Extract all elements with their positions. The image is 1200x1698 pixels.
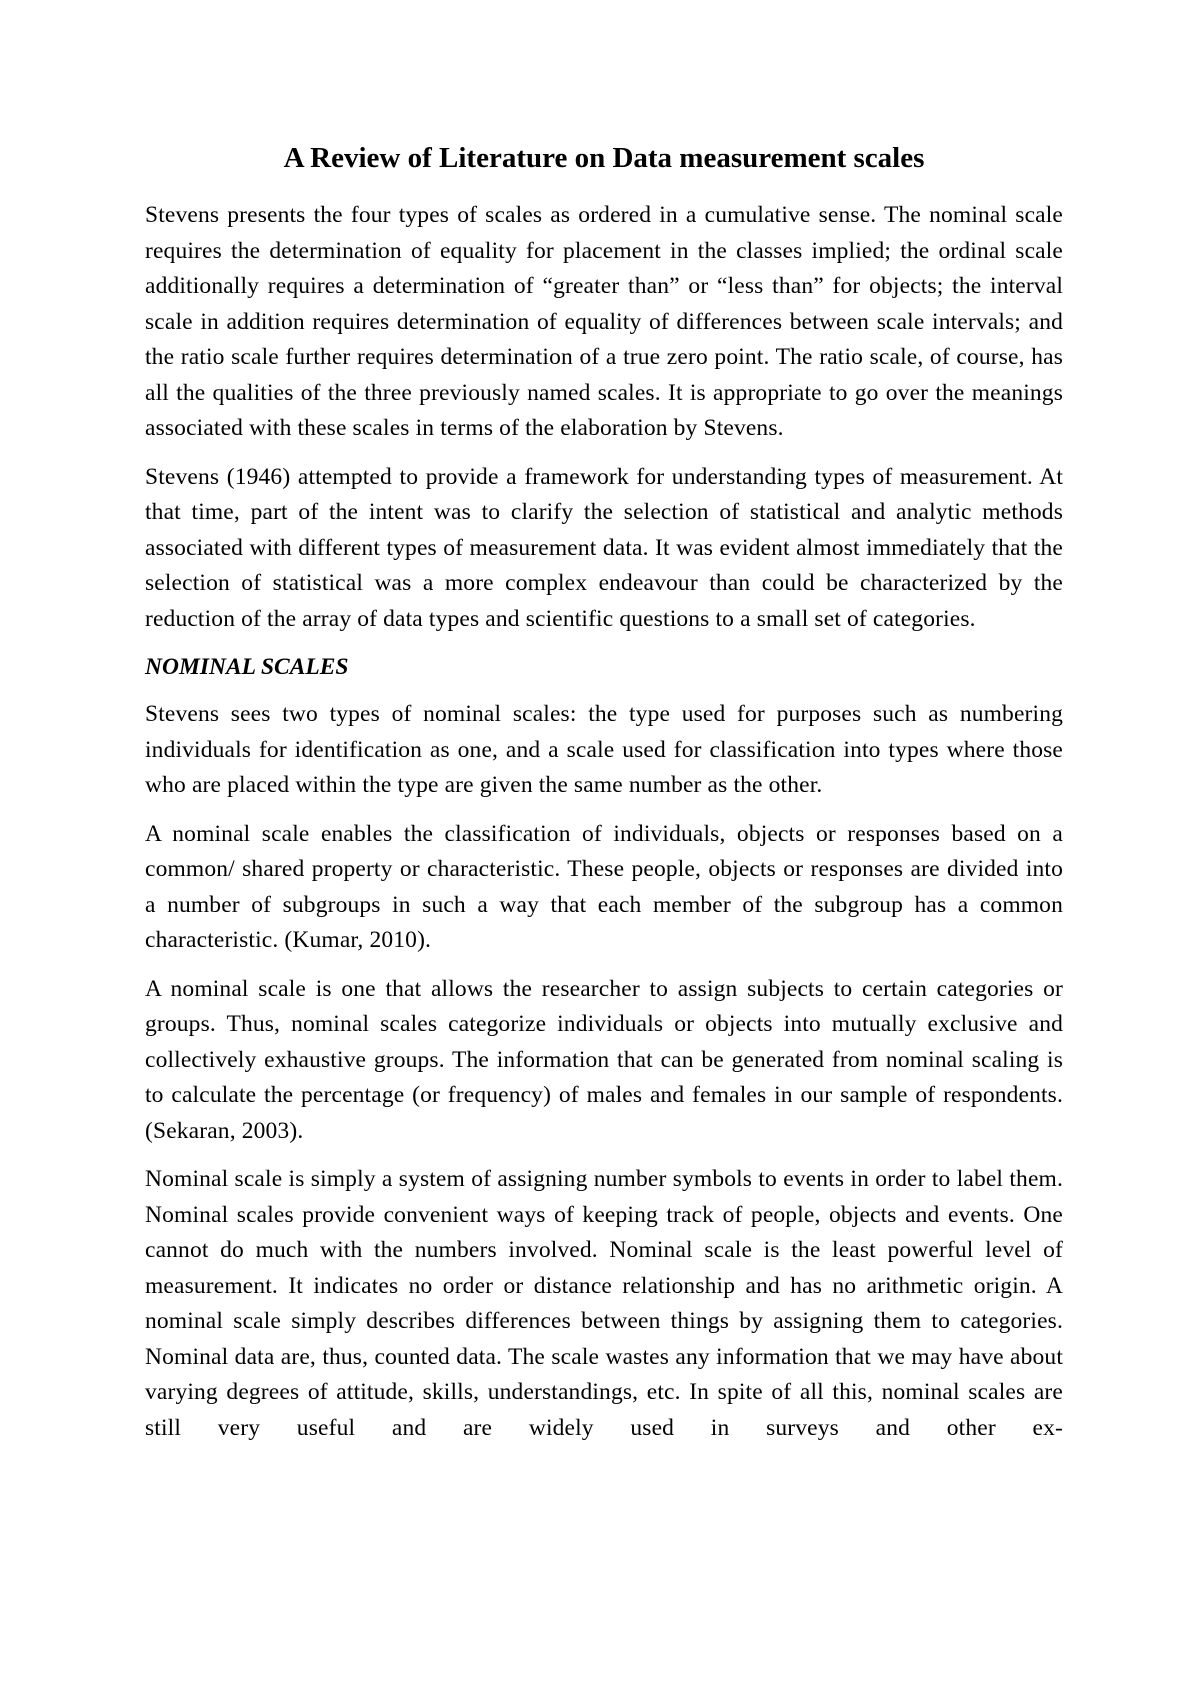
nominal-paragraph-3: A nominal scale is one that allows the researcher to assign subjects to certain categories or groups. Thus, nominal scales categorize individuals or objects into mutually exclusive and collectively exhaustive groups. The information that can be generated from nominal scaling is to calculate the percentage (or frequency) of males and females in our sample of respondents. (Sekaran, 2003). [145,975,1063,1144]
intro-paragraph-2: Stevens (1946) attempted to provide a framework for understanding types of measurement. At that time, part of the intent was to clarify the selection of statistical and analytic methods associated with different types of measurement data. It was evident almost immediately that the selection of statistical was a more complex endeavour than could be characterized by the reduction of the array of data types and scientific questions to a small set of categories. [145,463,1063,632]
page-title: A Review of Literature on Data measurement scales [283,142,925,174]
nominal-paragraph-1: Stevens sees two types of nominal scales: the type used for purposes such as numbering individuals for identification as one, and a scale used for classification into types where those who are placed within the type are given the same number as the other. [145,701,1063,798]
nominal-paragraph-2: A nominal scale enables the classification of individuals, objects or responses based on a common/ shared property or characteristic. These people, objects or responses are divided into a number of subgroups in such a way that each member of the subgroup has a common characteristic. (Kumar, 2010). [145,820,1063,953]
section-heading-nominal-scales: NOMINAL SCALES [145,654,349,680]
intro-paragraph-1: Stevens presents the four types of scales as ordered in a cumulative sense. The nominal scale requires the determination of equality for placement in the classes implied; the ordinal scale additionally requires a determination of “greater than” or “less than” for objects; the interval scale in addition requires determination of equality of differences between scale intervals; and the ratio scale further requires determination of a true zero point. The ratio scale, of course, has all the qualities of the three previously named scales. It is appropriate to go over the meanings associated with these scales in terms of the elaboration by Stevens. [145,202,1063,441]
page-content [145,140,1063,1446]
nominal-paragraph-4: Nominal scale is simply a system of assigning number symbols to events in order to label them. Nominal scales provide convenient ways of keeping track of people, objects and events. One cannot do much with the numbers involved. Nominal scale is the least powerful level of measurement. It indicates no order or distance relationship and has no arithmetic origin. A nominal scale simply describes differences between things by assigning them to categories. Nominal data are, thus, counted data. The scale wastes any information that we may have about varying degrees of attitude, skills, understandings, etc. In spite of all this, nominal scales are still very useful and are widely used in surveys and other ex- [145,1166,1063,1441]
